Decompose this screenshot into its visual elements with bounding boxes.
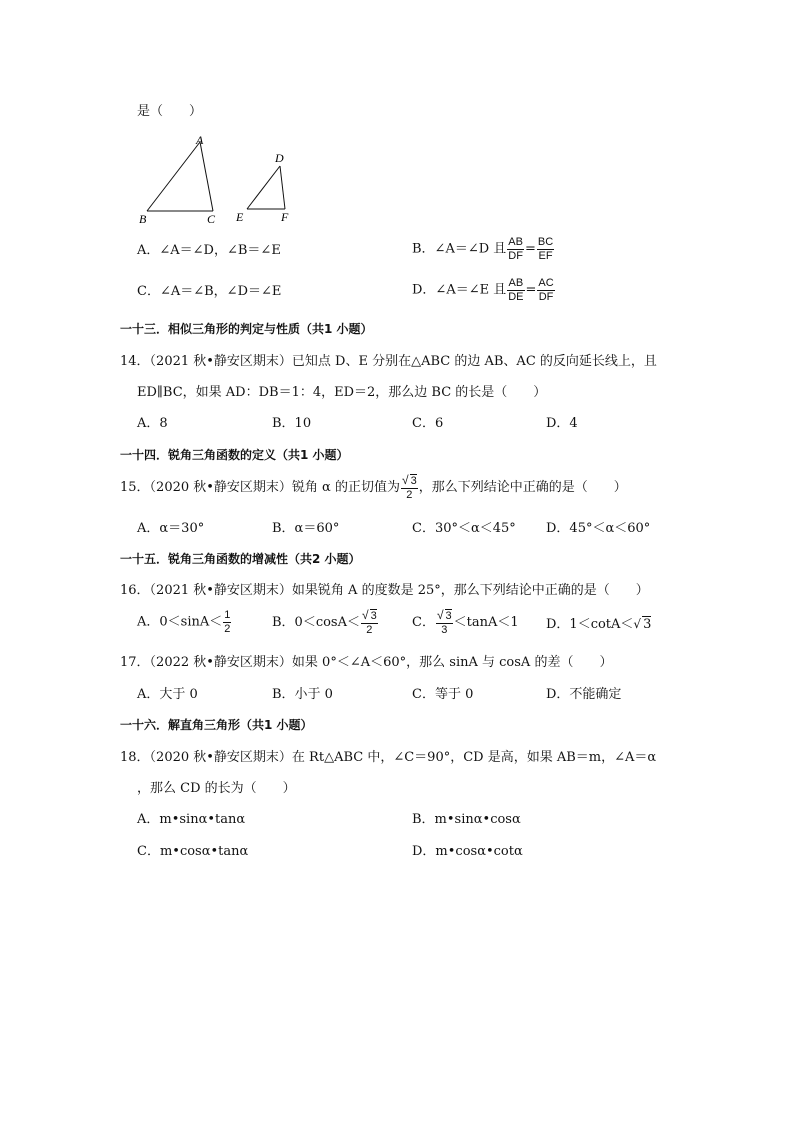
question-13-tail: 是（ ） xyxy=(137,104,203,119)
q13-option-d-prefix: D．∠A＝∠E 且 xyxy=(412,282,507,298)
q17-option-d: D．不能确定 xyxy=(546,687,622,702)
edge-de xyxy=(247,166,280,209)
label-d: D xyxy=(275,151,284,165)
q18-option-c: C．m•cosα•tanα xyxy=(137,844,249,859)
q17-option-b: B．小于 0 xyxy=(272,687,333,702)
label-c: C xyxy=(207,212,216,226)
q14-option-a: A．8 xyxy=(137,416,168,431)
fraction-ac-df: $\frac{AC}{DF}$ xyxy=(538,277,554,303)
q14-option-d: D．4 xyxy=(546,416,578,431)
label-b: B xyxy=(139,212,147,226)
section-15-heading: 一十五．锐角三角函数的增减性（共2 小题） xyxy=(120,552,361,566)
label-f: F xyxy=(281,210,289,224)
q18-option-a: A．m•sinα•tanα xyxy=(137,812,246,827)
q17-stem: 17．（2022 秋•静安区期末）如果 0°＜∠A＜60°，那么 sinA 与 cosA 的差（ ） xyxy=(120,655,613,670)
section-13-heading: 一十三．相似三角形的判定与性质（共1 小题） xyxy=(120,322,373,336)
q15-stem-pre: 15．（2020 秋•静安区期末）锐角 α 的正切值为 xyxy=(120,480,400,496)
q17-option-c: C．等于 0 xyxy=(412,687,474,702)
label-a: A xyxy=(196,133,204,147)
q15-stem-post: ，那么下列结论中正确的是（ ） xyxy=(418,480,627,496)
q16-option-a: A．0＜sinA＜ $\frac{1}{2}$ xyxy=(137,609,231,635)
q18-option-d: D．m•cosα•cotα xyxy=(412,844,523,859)
q15-option-b: B．α＝60° xyxy=(272,521,340,536)
sqrt-3: 3 xyxy=(643,617,652,632)
q17-option-a: A．大于 0 xyxy=(137,687,198,702)
fraction-sqrt3-over-3: $\frac{√ 3}{3}$ xyxy=(436,608,452,636)
fraction-ab-df: $\frac{AB}{DF}$ xyxy=(508,236,523,262)
fraction-sqrt3-over-2: $\frac{√ 3}{2}$ xyxy=(401,473,417,501)
label-e: E xyxy=(236,210,244,224)
q13-option-d: D．∠A＝∠E 且 $\frac{AB}{DE}$ = $\frac{AC}{DF}$ xyxy=(412,277,554,303)
fraction-sqrt3-over-2: $\frac{√ 3}{2}$ xyxy=(362,608,377,636)
q14-stem-line2: ED∥BC，如果 AD：DB＝1：4，ED＝2，那么边 BC 的长是（ ） xyxy=(137,385,547,400)
q15-option-d: D．45°＜α＜60° xyxy=(546,521,651,536)
q15-stem xyxy=(120,474,627,501)
q15-option-a: A．α＝30° xyxy=(137,521,205,536)
q16-stem: 16．（2021 秋•静安区期末）如果锐角 A 的度数是 25°，那么下列结论中正确的是（ ） xyxy=(120,583,649,598)
q13-option-a: A．∠A＝∠D，∠B＝∠E xyxy=(137,243,281,258)
q18-stem-line2: ，那么 CD 的长为（ ） xyxy=(137,781,296,796)
q14-option-b: B．10 xyxy=(272,416,312,431)
section-14-heading: 一十四．锐角三角函数的定义（共1 小题） xyxy=(120,448,349,462)
q18-option-b: B．m•sinα•cosα xyxy=(412,812,521,827)
triangle-figure xyxy=(130,130,330,230)
fraction-ab-de: $\frac{AB}{DE}$ xyxy=(508,277,524,303)
q14-stem-line1: 14．（2021 秋•静安区期末）已知点 D、E 分别在△ABC 的边 AB、AC 的反向延长线上，且 xyxy=(120,354,657,369)
q16-option-b: B．0＜cosA＜ $\frac{√ 3}{2}$ xyxy=(272,608,377,636)
edge-ab xyxy=(147,142,200,211)
q16-option-c: C． $\frac{√ 3}{3}$ ＜tanA＜1 xyxy=(412,608,519,636)
q16-option-d: D．1＜cotA＜√ 3 xyxy=(546,617,652,632)
edge-ac xyxy=(200,142,213,211)
q14-option-c: C．6 xyxy=(412,416,444,431)
q18-stem-line1: 18．（2020 秋•静安区期末）在 Rt△ABC 中，∠C＝90°，CD 是高，如果 AB＝m，∠A＝α xyxy=(120,750,657,765)
q13-option-b-prefix: B．∠A＝∠D 且 xyxy=(412,241,507,257)
fraction-1-over-2: $\frac{1}{2}$ xyxy=(224,609,231,635)
edge-df xyxy=(280,166,285,209)
q13-option-b: B．∠A＝∠D 且 $\frac{AB}{DF}$ = $\frac{BC}{EF}$ xyxy=(412,236,554,262)
q13-option-c: C．∠A＝∠B，∠D＝∠E xyxy=(137,284,282,299)
section-16-heading: 一十六．解直角三角形（共1 小题） xyxy=(120,718,313,732)
fraction-bc-ef: $\frac{BC}{EF}$ xyxy=(537,236,554,262)
q15-option-c: C．30°＜α＜45° xyxy=(412,521,516,536)
